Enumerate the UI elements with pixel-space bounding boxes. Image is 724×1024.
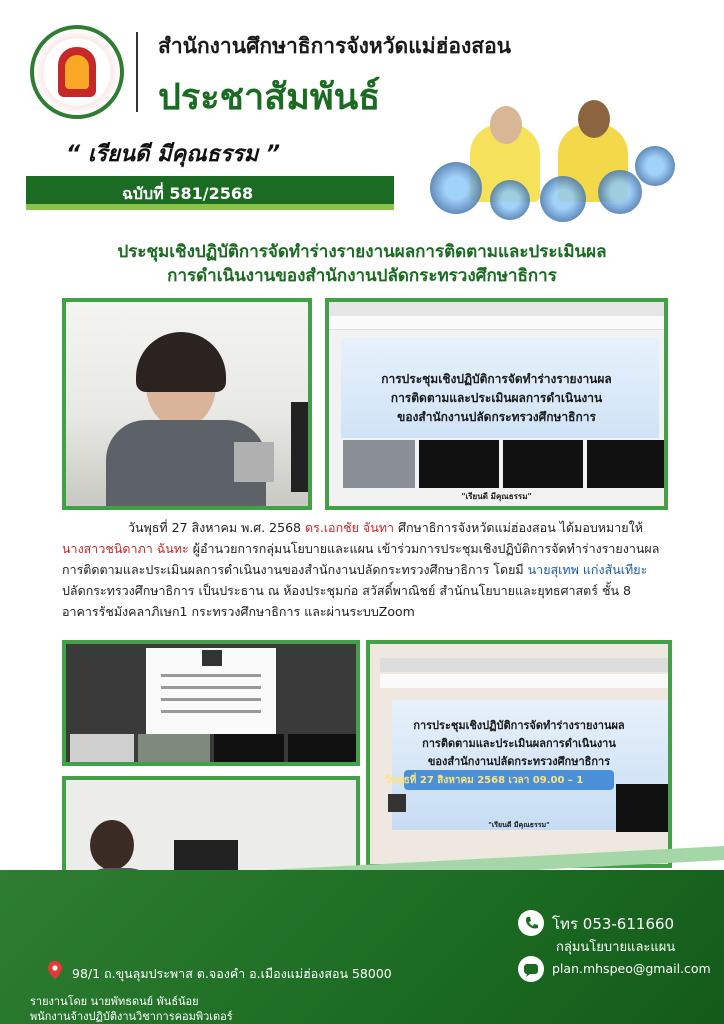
phone-number: โทร 053-611660 (552, 915, 675, 933)
person-name: ดร.เอกชัย จันทา (304, 520, 395, 535)
reporter-name: รายงานโดย นายพัทธดนย์ พันธ์น้อย (30, 995, 199, 1008)
motto: “ เรียนดี มีคุณธรรม ” (66, 142, 281, 167)
issue-number: ฉบับที่ 581/2568 (122, 184, 254, 203)
screen-title-1: การประชุมเชิงปฏิบัติการจัดทำร่างรายงานผล (381, 372, 612, 386)
official-left-head (490, 106, 522, 144)
header-divider (136, 32, 138, 112)
headline-line-1: ประชุมเชิงปฏิบัติการจัดทำร่างรายงานผลการติดตามและประเมินผล (117, 242, 607, 262)
ministry-seal-logo (30, 25, 124, 119)
flower-decoration (430, 162, 482, 214)
address: 98/1 ถ.ขุนลุมประพาส ต.จองคำ อ.เมืองแม่ฮ่องสอน 58000 (72, 966, 392, 981)
photo-screen-slide (325, 298, 668, 510)
photo-zoom-meeting (62, 640, 360, 766)
flower-decoration (598, 170, 642, 214)
location-pin-icon (48, 961, 62, 979)
department: กลุ่มนโยบายและแผน (556, 940, 676, 955)
flower-decoration (540, 176, 586, 222)
body-text: ผู้อำนวยการกลุ่มนโยบายและแผน เข้าร่วมการประชุมเชิงปฏิบัติการจัดทำร่างรายงานผล (188, 541, 660, 556)
person-name: นางสาวชนิดาภา ฉันทะ (62, 541, 189, 556)
screen-title-2: การติดตามและประเมินผลการดำเนินงาน (390, 391, 603, 405)
person-name: นายสุเทพ แก่งสันเทียะ (527, 562, 648, 577)
screen-title-3: ของสำนักงานปลัดกระทรวงศึกษาธิการ (397, 410, 596, 424)
closeup-title-2: การติดตามและประเมินผลการดำเนินงาน (422, 737, 616, 750)
office-name: สำนักงานศึกษาธิการจังหวัดแม่ฮ่องสอน (158, 34, 512, 58)
closeup-title-3: ของสำนักงานปลัดกระทรวงศึกษาธิการ (427, 755, 611, 768)
closeup-tag: "เรียนดี มีคุณธรรม" (488, 821, 550, 829)
headline-line-2: การดำเนินงานของสำนักงานปลัดกระทรวงศึกษาธิการ (167, 266, 557, 286)
flower-decoration (490, 180, 530, 220)
closeup-title-1: การประชุมเชิงปฏิบัติการจัดทำร่างรายงานผล (413, 719, 625, 732)
article-body (62, 517, 672, 622)
screen-tag: "เรียนดี มีคุณธรรม" (461, 492, 532, 501)
body-text: ปลัดกระทรวงศึกษาธิการ เป็นประธาน ณ ห้องประชุมก่อ สวัสดิ์พาณิชย์ สำนักนโยบายและยุทธศาสตร์ ชั้น 8 (62, 583, 631, 598)
phone-icon (518, 910, 544, 936)
body-text: การติดตามและประเมินผลการดำเนินงานของสำนักงานปลัดกระทรวงศึกษาธิการ โดยมี (62, 562, 528, 577)
photo-director (62, 298, 312, 510)
email-address: plan.mhspeo@gmail.com (552, 961, 711, 976)
officials-photo (430, 100, 675, 218)
flower-decoration (635, 146, 675, 186)
closeup-date: วันพุธที่ 27 สิงหาคม 2568 เวลา 09.00 – 1 (384, 775, 584, 786)
body-text: วันพุธที่ 27 สิงหาคม พ.ศ. 2568 (128, 520, 305, 535)
body-text: อาคารรัชมังคลาภิเษก1 กระทรวงศึกษาธิการ และผ่านระบบZoom (62, 604, 415, 619)
email-icon (518, 956, 544, 982)
section-title: ประชาสัมพันธ์ (158, 77, 381, 118)
photo-screen-closeup (366, 640, 672, 868)
official-right-head (578, 100, 610, 138)
reporter-position: พนักงานจ้างปฏิบัติงานวิชาการคอมพิวเตอร์ (30, 1010, 233, 1023)
body-text: ศึกษาธิการจังหวัดแม่ฮ่องสอน ได้มอบหมายให้ (394, 520, 643, 535)
